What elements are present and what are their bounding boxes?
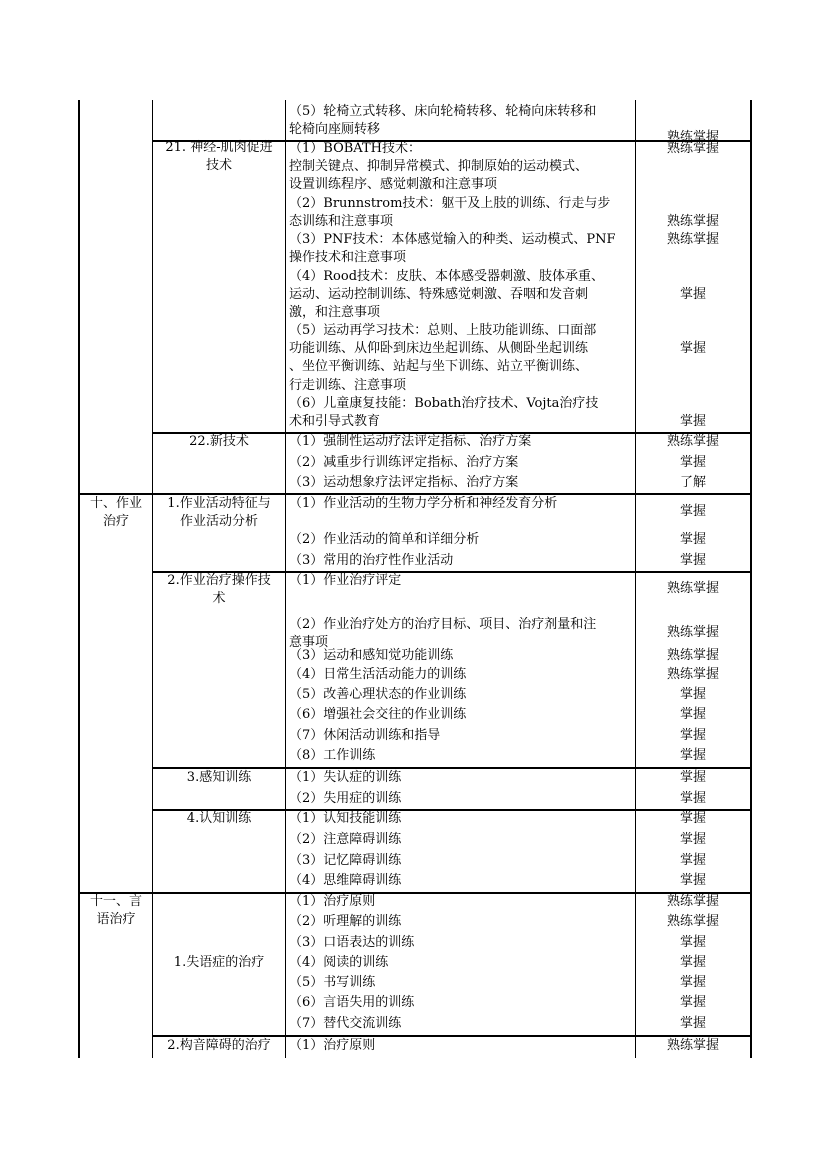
mastery-level: 掌握 xyxy=(679,728,706,743)
content-line: （5）改善心理状态的作业训练 xyxy=(289,687,467,702)
content-line: （3）口语表达的训练 xyxy=(289,935,415,950)
content-line: （7）替代交流训练 xyxy=(289,1016,402,1031)
unit-title: 术 xyxy=(212,591,226,606)
column-divider-content xyxy=(285,100,286,1058)
unit-title: 22.新技术 xyxy=(189,434,249,449)
mastery-level: 掌握 xyxy=(679,853,706,868)
content-line: （1）失认症的训练 xyxy=(289,770,402,785)
mastery-level: 掌握 xyxy=(679,707,706,722)
chapter-title: 十一、言 xyxy=(89,894,142,909)
mastery-level: 熟练掌握 xyxy=(666,141,719,156)
content-line: 设置训练程序、感觉刺激和注意事项 xyxy=(289,177,498,192)
content-line: 、坐位平衡训练、站起与坐下训练、站立平衡训练、 xyxy=(289,359,589,374)
unit-title: 2.构音障碍的治疗 xyxy=(167,1038,271,1053)
mastery-level: 掌握 xyxy=(679,455,706,470)
content-line: （3）运动想象疗法评定指标、治疗方案 xyxy=(289,475,519,490)
mastery-level: 熟练掌握 xyxy=(666,130,719,145)
content-line: （2）Brunnstrom技术：躯干及上肢的训练、行走与步 xyxy=(289,196,611,211)
unit-title: 1.失语症的治疗 xyxy=(173,955,265,970)
content-line: （1）作业治疗评定 xyxy=(289,573,402,588)
content-line: （5）运动再学习技术：总则、上肢功能训练、口面部 xyxy=(289,323,597,338)
mastery-level: 熟练掌握 xyxy=(666,625,719,640)
mastery-level: 掌握 xyxy=(679,811,706,826)
mastery-level: 掌握 xyxy=(679,770,706,785)
mastery-level: 掌握 xyxy=(679,414,706,429)
content-line: （2）作业治疗处方的治疗目标、项目、治疗剂量和注 xyxy=(289,617,597,632)
mastery-level: 掌握 xyxy=(679,791,706,806)
mastery-level: 掌握 xyxy=(679,975,706,990)
mastery-level: 掌握 xyxy=(679,287,706,302)
mastery-level: 掌握 xyxy=(679,748,706,763)
row-separator xyxy=(152,1035,752,1037)
mastery-level: 掌握 xyxy=(679,832,706,847)
unit-title: 1.作业活动特征与 xyxy=(167,496,271,511)
content-line: （1）认知技能训练 xyxy=(289,811,402,826)
content-line: 运动、运动控制训练、特殊感觉刺激、吞咽和发音刺 xyxy=(289,287,589,302)
unit-title: 4.认知训练 xyxy=(186,811,252,826)
mastery-level: 掌握 xyxy=(679,504,706,519)
content-line: （4）日常生活活动能力的训练 xyxy=(289,667,467,682)
mastery-level: 熟练掌握 xyxy=(666,214,719,229)
mastery-level: 掌握 xyxy=(679,955,706,970)
content-line: （7）休闲活动训练和指导 xyxy=(289,728,441,743)
mastery-level: 熟练掌握 xyxy=(666,1038,719,1053)
content-line: 行走训练、注意事项 xyxy=(289,378,407,393)
content-line: （5）书写训练 xyxy=(289,975,376,990)
content-line: （2）减重步行训练评定指标、治疗方案 xyxy=(289,455,519,470)
unit-title: 3.感知训练 xyxy=(186,770,252,785)
mastery-level: 掌握 xyxy=(679,935,706,950)
mastery-level: 掌握 xyxy=(679,341,706,356)
content-line: 态训练和注意事项 xyxy=(289,214,394,229)
content-line: （3）记忆障碍训练 xyxy=(289,853,402,868)
chapter-title: 十、作业 xyxy=(89,496,142,511)
mastery-level: 熟练掌握 xyxy=(666,434,719,449)
mastery-level: 了解 xyxy=(679,475,706,490)
chapter-title: 治疗 xyxy=(102,514,129,529)
unit-title: 技术 xyxy=(205,158,232,173)
content-line: （1）治疗原则 xyxy=(289,1038,376,1053)
mastery-level: 熟练掌握 xyxy=(666,648,719,663)
unit-title: 作业活动分析 xyxy=(179,514,258,529)
content-line: （5）轮椅立式转移、床向轮椅转移、轮椅向床转移和 xyxy=(289,104,597,119)
unit-title: 21. 神经-肌肉促进 xyxy=(165,140,273,155)
chapter-title: 语治疗 xyxy=(96,912,136,927)
content-line: （1）强制性运动疗法评定指标、治疗方案 xyxy=(289,434,532,449)
content-line: 功能训练、从仰卧到床边坐起训练、从侧卧坐起训练 xyxy=(289,341,589,356)
content-line: 激，和注意事项 xyxy=(289,305,381,320)
mastery-level: 熟练掌握 xyxy=(666,581,719,596)
content-line: （4）阅读的训练 xyxy=(289,955,389,970)
mastery-level: 掌握 xyxy=(679,873,706,888)
content-line: 术和引导式教育 xyxy=(289,414,381,429)
row-separator xyxy=(152,767,752,769)
content-line: 轮椅向座厕转移 xyxy=(289,122,381,137)
content-line: （8）工作训练 xyxy=(289,748,376,763)
content-line: （4）Rood技术：皮肤、本体感受器刺激、肢体承重、 xyxy=(289,269,605,284)
content-line: （1）BOBATH技术： xyxy=(289,141,421,156)
content-line: （3）PNF技术：本体感觉输入的种类、运动模式、PNF xyxy=(289,232,616,247)
content-line: （2）失用症的训练 xyxy=(289,791,402,806)
mastery-level: 掌握 xyxy=(679,687,706,702)
content-line: 操作技术和注意事项 xyxy=(289,250,407,265)
content-line: （6）儿童康复技能：Bobath治疗技术、Vojta治疗技 xyxy=(289,396,599,411)
table-right-border xyxy=(750,100,752,1058)
content-line: （6）言语失用的训练 xyxy=(289,995,415,1010)
content-line: （3）常用的治疗性作业活动 xyxy=(289,553,454,568)
mastery-level: 熟练掌握 xyxy=(666,232,719,247)
content-line: （1）治疗原则 xyxy=(289,894,376,909)
content-line: （6）增强社会交往的作业训练 xyxy=(289,707,467,722)
mastery-level: 熟练掌握 xyxy=(666,914,719,929)
unit-title: 2.作业治疗操作技 xyxy=(167,573,271,588)
content-line: （4）思维障碍训练 xyxy=(289,873,402,888)
content-line: 意事项 xyxy=(289,635,329,650)
content-line: （2）注意障碍训练 xyxy=(289,832,402,847)
mastery-level: 掌握 xyxy=(679,532,706,547)
mastery-level: 掌握 xyxy=(679,995,706,1010)
content-line: （2）作业活动的简单和详细分析 xyxy=(289,532,480,547)
content-line: （3）运动和感知觉功能训练 xyxy=(289,648,454,663)
mastery-level: 掌握 xyxy=(679,553,706,568)
content-line: （1）作业活动的生物力学分析和神经发育分析 xyxy=(289,496,558,511)
mastery-level: 熟练掌握 xyxy=(666,667,719,682)
content-line: （2）听理解的训练 xyxy=(289,914,402,929)
mastery-level: 掌握 xyxy=(679,1016,706,1031)
content-line: 控制关键点、抑制异常模式、抑制原始的运动模式、 xyxy=(289,159,589,174)
row-separator xyxy=(78,493,752,495)
mastery-level: 熟练掌握 xyxy=(666,894,719,909)
